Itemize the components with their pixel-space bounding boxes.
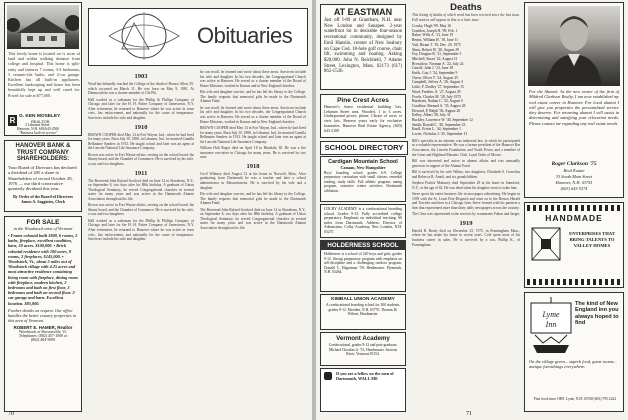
cardigan-title: Cardigan Mountain School [328, 159, 398, 165]
vermont-body: Coeducational, grades 9-12 and post-graduate. Michael Choukas Jr. '51, Headmaster. Saxtons River, Vermont 05154. [328, 343, 398, 356]
year-1919: 1919 [459, 219, 473, 227]
deaths-body-3: Bill is survived by his wife Wilma, two daughters, Elizabeth S. Cornelius and Rebecca R. Ameli, and six grandchildren. [412, 170, 520, 179]
handmade-body: ENTERPRISES THAT BRING TALENTS TO VALLEY HOMES [569, 231, 615, 248]
roger-portrait-photo [528, 6, 620, 86]
handmade-title: HANDMADE [545, 213, 603, 223]
death-list-item: Knoll, Erwin L. '44, September 1 [412, 127, 462, 132]
year-1918: 1918 [246, 162, 260, 170]
death-list-item: Smith, Donald C. '40, September 23 [412, 122, 466, 127]
handmade-ad [524, 202, 624, 288]
vermont-ad [320, 332, 406, 366]
obit-1918c: The Reverend John Ryland Scotford died on June 12 in Shoreham, N.Y., on September 8, two days after his 88th birthday. A graduate of Union Theological Seminary, he served Congregational churches in several states for many years and was active in the Dartmouth Alumni Association throughout his life. [200, 207, 306, 230]
roger-addr: 33 South Main Street [555, 174, 593, 179]
death-list-item: Lozier, Nicholas J. '45, September 13 [412, 132, 468, 137]
year-1911: 1911 [134, 169, 148, 177]
handmade-border-bottom-icon [527, 279, 621, 285]
agent-phone: Hanover, N.H. 603/643-2560 [17, 127, 60, 131]
year-1910: 1910 [134, 123, 148, 131]
death-list-item: Brownlow, Norman A. '22, July 24 [412, 61, 464, 66]
sale-ad-title: FOR SALE [26, 219, 60, 226]
bottom-left-ad [320, 368, 406, 412]
sale-ad-footer: Further details on request. Our office handles the better country properties in this area of Vermont. [8, 307, 76, 324]
sale-ad-agency-addr: Woodstock or Brownsville, Vt. [18, 330, 68, 335]
obit-right-2: Steve spent his entire business life in newspaper advertising. He began in 1939 with the St. Louis Post-Dispatch and went on to the Boston Herald and Traveler and then to a Chicago firm. Steve formed with his partners a firm that represented more than thirty daily newspapers across the country. [412, 191, 520, 210]
roger-ad-body: For the Alumni: As the new owner of the firm of Mildred Clarkson Realty, I am now established my real estate career in Hanover. For local alumni I will give you properties the personalized service they deserve. For returning alumni I will assist in determining and satisfying your relocation needs. Please contact me regarding any real estate needs. [529, 89, 619, 126]
roger-clarkson-ad [524, 2, 624, 198]
lyme-footer: Fine food since 1809. Lyme, N.H. 03768 (603) 795-2222 [533, 397, 617, 401]
eastman-ad [320, 4, 406, 90]
obituaries-title: Obituaries [197, 23, 293, 48]
sale-ad-phone2: (802) 484-5009 [30, 338, 56, 343]
fist-icon [324, 372, 332, 380]
obit-right-1: Stephen Patrick Mahoney died September 29 at his home in Stamford, N.Y., at the age of 62. He was dead when his daughter went to wake him. [412, 181, 520, 190]
obit-mid-5: William Holt Roger died on April 18 in Hinsdale, Ill. He was a fire insurance executive in Chicago for many years. He is survived by two sons. [200, 146, 306, 160]
death-list-item: Fowle, Charles M. '28, July 1975 [412, 94, 462, 99]
sale-ad [4, 216, 82, 412]
death-list-item: Little, F. Dudley '27, September 15 [412, 85, 464, 90]
cardigan-subtitle: Canaan, New Hampshire [340, 165, 386, 170]
bank-ad-signature1: By Order of the Board of Directors [13, 193, 73, 199]
svg-text:Lyme: Lyme [542, 310, 560, 319]
obit-1918: Cecil Whitney died August 12 at his home in Norwell, Mass. After graduating from Dartmouth he was a teacher and later a school administrator in Massachusetts. He is survived by his wife and a daughter. [200, 171, 306, 190]
obit-1911b: Brown was active in Fort Wayne affairs, serving on the school board, the library board, and the Chamber of Commerce. He is survived by his wife, a son, and two daughters. [88, 203, 194, 217]
death-list-item: Campbell, Jeffrey A. '26, August 3 [412, 80, 463, 85]
death-list-item: Fay, Douglas R. '21, September 5 [412, 52, 462, 57]
pine-crest-body: Hanover's finest residential building lots. Lebanon Street area. Wooded, 1 to 3 acres. Underground power, phone. Choice of acres or view lots. Reserve yours early for exclusive homesites. Hanover Real Estate Agency, (603) 643-2100 [324, 105, 402, 133]
deaths-title: Deaths [450, 2, 482, 13]
death-list-item: Owen, Oliver T. '24, August 25 [412, 75, 459, 80]
left-page [0, 0, 312, 420]
death-list-item: Bemis, William H. '18, June 11 [412, 38, 458, 43]
death-list-item: Keith, Guy J. '24, September 9 [412, 71, 458, 76]
house-ad-text: This lovely home is located on ¼ acres of land and within walking distance from college and hospital. This home is split-entry and features 7 rooms, 3-4 bedrooms, 3 ceramic-tile baths, and 2-car garage. Kitchen has all built-in appliances. Excellent landscaping and home has been beautifully kept up and well cared for. Priced for sale at $77,000. [8, 51, 80, 98]
sale-ad-agency: ROBERT E. HAMER, Realtor [13, 325, 73, 331]
deaths-body-2: Bill was interested and active in alumni affairs and was unusually generous in support of the Alumni Fund. [412, 159, 520, 168]
death-list-item: Kelley, Albert '38, July 31 [412, 113, 451, 118]
death-list-item: Vail, Hiram T. '19, Dec. 29, 1975 [412, 42, 461, 47]
eastman-ad-body: Just off I-89 at Grantham, N.H. near New London and Sunapee. 2-year waterfront lot in desirable four-season recreational community, designed by Emil Hanslin, creator of New Seabury on Cape Cod. 18-hole golf course, chair lift, swimming and boating. Asking $28,000. John N. Reichheld, 7 Adams Street, Lexington, Mass. 02173 (617) 862-1536. [324, 18, 402, 75]
obit-column-2 [200, 70, 306, 410]
obituaries-masthead [88, 8, 308, 66]
kimball-title: KIMBALL UNION ACADEMY [331, 297, 395, 302]
death-list-item: Crosby, Hugh '09, May 16 [412, 23, 451, 28]
quilt-icon [531, 227, 561, 261]
roger-firm: Real Estate [563, 168, 585, 173]
obit-1911c: Hall worked as a salesman for the Phillip & Phillips Company of Chicago and later for the H. H. Pattee Company of Jamestown, N.Y. After retirement, he returned to Hanover where he was active in town civic, law enforcement, and nationally for the cause of temperance. Survivors include his wife and daughter. [88, 218, 194, 242]
obit-mid-3: he can recall, he learned and wrote about these areas. Survivors include his wife and daughter. In his two decades, the Congregational Church was active in Hanover. He served as a charter member of the Board of Home Missions, worked in Kansas and in New England churches. [200, 105, 306, 124]
deaths-intro: This listing of deaths of which word has been received since the last issue. Full notices will appear in this or a later issue. [412, 13, 520, 22]
bottom-left-ad-text: If you are a fellow on the men of Dartmouth, WALL ME [336, 371, 394, 381]
colby-text: COLBY ACADEMY is a coeducational boarding school. Grades 9-12. Fully accredited college preparatory. Emphasis on individual teaching. 60 miles from Dartmouth. Address: Director of Admissions, Colby Academy, New London, N.H. 03257. [324, 207, 402, 234]
realtor-logo-icon: R [9, 116, 16, 125]
death-list-item: Carroll, John J. '23, June 18 [412, 66, 454, 71]
obit-mid-2: His wife and daughter survive, and he has left his library to the College. The family requests that memorial gifts be made to the Dartmouth Alumni Fund. [200, 90, 306, 104]
masthead-decoration-icon [89, 9, 199, 63]
school-directory-header: SCHOOL DIRECTORY [320, 141, 408, 155]
obit-1919: Harold R. Brady died on December 25, 1975, in Framingham Mass., where he has made his home in recent years. Cole spent most of his business career in sales. He is survived by a son, Phillip K., of Framingham. [412, 228, 520, 247]
death-list-item: Ward, Frederic A. '27, August 29 [412, 89, 461, 94]
colby-ad [320, 204, 406, 238]
inn-sign-icon [529, 297, 573, 355]
pine-crest-title: Pine Crest Acres [337, 97, 389, 104]
obit-1903a: Word has belatedly reached the College of the death of Horace Allen, 95, which occurred on March 11. He was born on May 9, 1881. At Dartmouth he was a charter member of Chi Phi. [88, 82, 194, 96]
deaths-list [412, 24, 520, 137]
holderness-body: Holderness is a school of 220 boys and girls, grades 9-12. Strong preparatory program with emphasis on self-discipline and a challenging outdoor program. Donald C. Hagerman '59, Headmaster. Plymouth, N.H. 03264. [324, 252, 402, 274]
handmade-border-icon [527, 205, 621, 211]
deaths-body-1: Bill's specialty as an attorney was industrial law, in which he participated as a valuable representative. He was a former president of the Hanover Bar Association, the Lincoln Foundation, and Youth Power, and a member of the Great and Highland Masonic Club, Loyal Order of Moose. [412, 138, 520, 157]
lyme-body2: On the village green... superb food, guest rooms... antique furnishings everywhere. [529, 359, 617, 370]
cardigan-body: Boys' boarding school, grades 6-9. College preparatory curriculum with small classes, remedial reading, study skills. Full athletic program, outing program, extensive winter activities. Dartmouth affiliation. [324, 171, 402, 193]
obit-mid-4: BROWN COOPER died May 14 in Fort Wayne, Ind., where he had lived for many years. Born July 10, 1888, in Lebanon, Ind., he married Camilla Bellmaine Sanders in 1913. He taught school and later was an agent at the Lincoln National Life Insurance Company. [200, 125, 306, 144]
lyme-body1: The kind of New England inn you always hoped to find [575, 301, 619, 327]
obit-right-3: The Class was represented at the services by roommates Fulton and Jaeger. [412, 212, 520, 217]
death-list-item: Buckley, Lawrence W. '40, September 12 [412, 118, 473, 123]
left-page-number: 70 [8, 411, 14, 417]
house-ad [4, 2, 82, 136]
bank-ad-body: Your Board of Directors has declared a dividend of 28¢ a share to Shareholders of record October 28, 1976 — our third consecutive quarterly dividend this year. [8, 164, 77, 192]
holderness-ad [320, 240, 406, 292]
death-list-item: Goulden, Joseph H. '09, Feb. 1 [412, 28, 458, 33]
deaths-column [412, 2, 520, 414]
death-list-item: Goodhue, Bernard S. '35, August 28 [412, 103, 466, 108]
sale-ad-subtitle: in the Woodstock area of Vermont [13, 226, 73, 231]
svg-text:Inn: Inn [545, 320, 557, 329]
sale-ad-phone1: Telephones: (802) 457-1000 or [18, 334, 68, 339]
death-list-item: Mitchell, Stuart '22, August 31 [412, 56, 458, 61]
obit-1903b: Hall worked as a salesman for the Phillip & Phillips Company of Chicago and later for the H. H. Pattee Company of Jamestown, N.Y. After retirement, he returned to Hanover where he was active in town civic, law enforcement, and nationally for the cause of temperance. Survivors include his wife and daughter. [88, 97, 194, 120]
lyme-inn-ad [524, 292, 624, 412]
obit-1911: The Reverend John Ryland Scotford died on June 12 in Shoreham, N.Y., on September 8, two days after his 88th birthday. A graduate of Union Theological Seminary, he served Congregational churches in several states for many years and was active in the Dartmouth Alumni Association throughout his life. [88, 178, 194, 201]
agent-name: G. KEN MOSELEY [19, 114, 61, 119]
obit-1918b: His wife and daughter survive, and he has left his library to the College. The family requests that memorial gifts be made to the Dartmouth Alumni Fund. [200, 192, 306, 206]
death-list-item: Howard, P. Ralph '36, August 20 [412, 108, 461, 113]
kimball-body: A coeducational boarding school for 300 students, grades 9-12. Meriden, N.H. 03770. Thomas H. Wilson, Headmaster. [325, 303, 401, 316]
bank-ad-signature2: James A. Saggiotes, Clerk [20, 198, 66, 204]
death-list-item: Baker, Wills A. '13, June 19 [412, 33, 454, 38]
agent-slogan: "Business built on service" [19, 131, 58, 135]
year-1903: 1903 [134, 73, 148, 80]
death-list-item: Burnham, Nathan C. '32, August 9 [412, 99, 463, 104]
cardigan-ad [320, 156, 406, 202]
right-page [316, 0, 628, 420]
house-photo [7, 5, 79, 49]
bank-ad-title: HANOVER BANK & TRUST COMPANY SHAREHOLDERS: [15, 143, 71, 163]
agent-title: REALTOR [31, 119, 50, 124]
roger-city: Hanover, N.H. 03755 [555, 180, 593, 185]
holderness-title: HOLDERNESS SCHOOL [321, 241, 405, 250]
roger-name: Roger Clarkson '75 [551, 161, 597, 167]
agent-address: 3 Lebanon Street [25, 123, 50, 127]
vermont-title: Vermont Academy [336, 335, 390, 342]
bank-ad [4, 140, 82, 212]
obit-1910b: Brown was active in Fort Wayne affairs, serving on the school board, the library board, and the Chamber of Commerce. He is survived by his wife, a son, and two daughters. [88, 152, 194, 166]
death-list-item: Shaw, Robert W. '20, August 29 [412, 47, 459, 52]
obit-column-1 [88, 70, 194, 410]
pine-crest-ad [320, 94, 406, 138]
obit-1910a: BROWN COOPER died May 14 in Fort Wayne, Ind., where he had lived for many years. Born July 10, 1888, in Lebanon, Ind., he married Camilla Bellmaine Sanders in 1913. He taught school and later was an agent at the Lincoln National Life Insurance Company. [88, 132, 194, 151]
kimball-ad [320, 294, 406, 330]
obit-mid-1: he can recall, he learned and wrote about these areas. Survivors include his wife and daughter. In his two decades, the Congregational Church was active in Hanover. He served as a charter member of the Board of Home Missions, worked in Kansas and in New England churches. [200, 70, 306, 88]
right-page-number: 71 [466, 411, 472, 417]
sale-ad-body: • Frame colonial built 1808, 6 rooms, 2 baths, fireplace, excellent condition, barn, 50 acres. $100,000. • Brick colonial residence with 100 acres, 8 rooms, 2 fireplaces, $145,000. • Woodstock, Vt., about 3 miles out of Woodstock village with 4.25 acres and most attractive residence containing living room with fireplace, dining room with fireplace, modern kitchen, 2 bedrooms and bath on first floor, 3 bedrooms and bath on second floor. 2-car garage and barn. Excellent location. $85,000. [8, 233, 78, 306]
roger-phone: (603) 643-5374 [560, 186, 588, 191]
eastman-ad-title: AT EASTMAN [333, 7, 393, 17]
